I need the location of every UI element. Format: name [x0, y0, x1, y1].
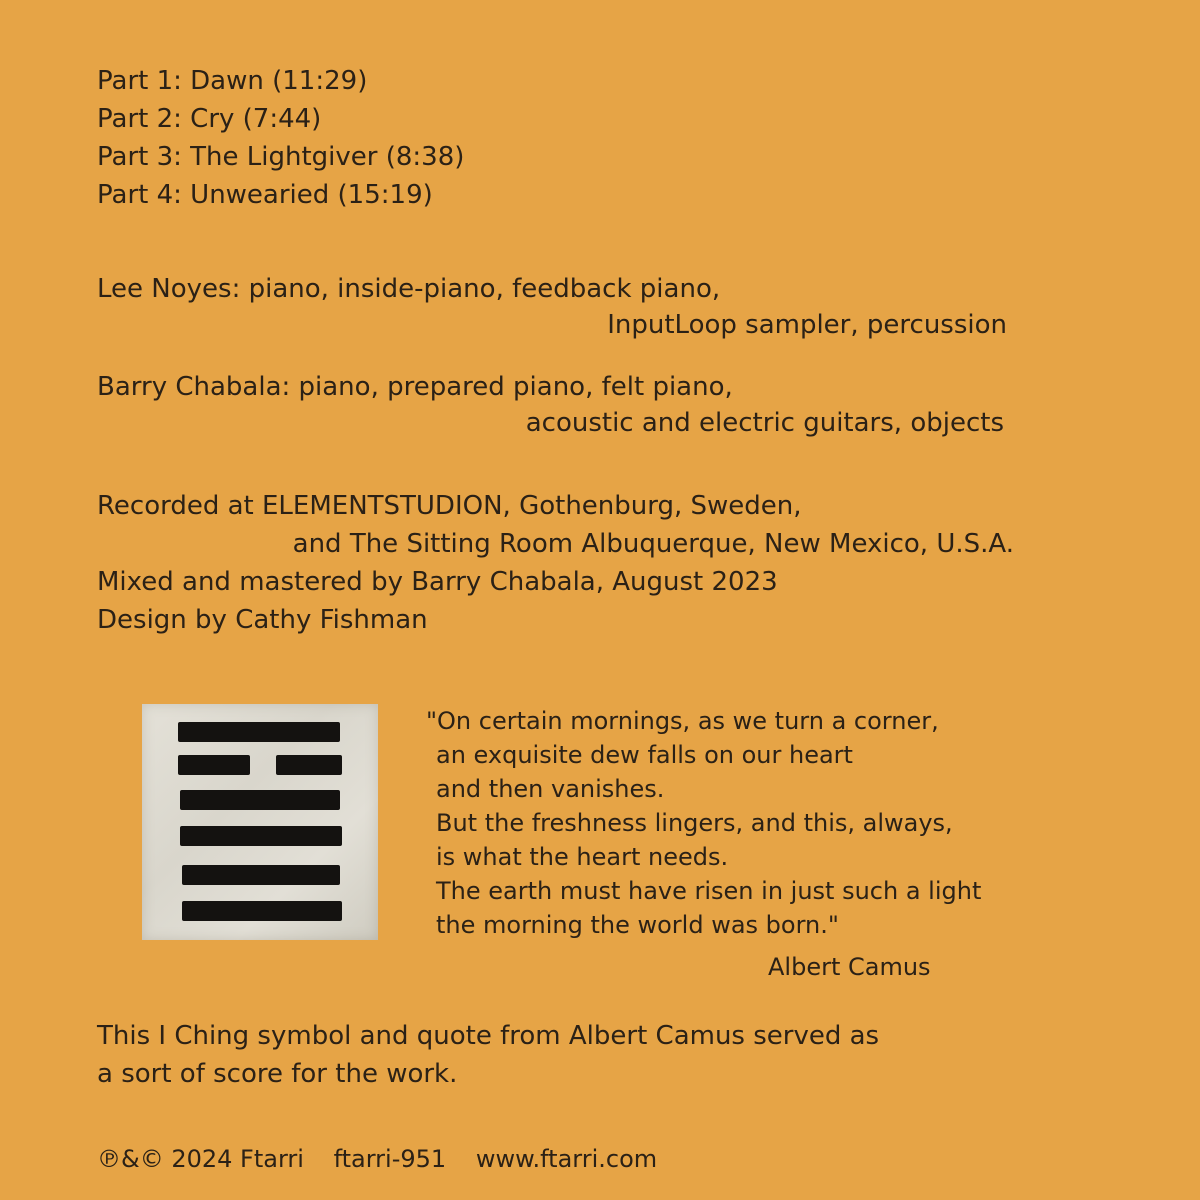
credits-recorded-line2: and The Sitting Room Albuquerque, New Mexico, U.S.A.: [292, 529, 1014, 559]
track-1: Part 1: Dawn (11:29): [97, 66, 368, 96]
credits-mixed: Mixed and mastered by Barry Chabala, August 2023: [97, 567, 778, 597]
track-2: Part 2: Cry (7:44): [97, 104, 322, 134]
quote-line-6: The earth must have risen in just such a light: [436, 877, 982, 905]
hexagram-line-broken-right: [276, 755, 342, 775]
footer-website[interactable]: www.ftarri.com: [475, 1145, 658, 1173]
personnel-lee-line1: Lee Noyes: piano, inside-piano, feedback piano,: [97, 274, 721, 304]
credits-recorded-line1: Recorded at ELEMENTSTUDION, Gothenburg, Sweden,: [97, 491, 802, 521]
quote-line-2: an exquisite dew falls on our heart: [436, 741, 853, 769]
hexagram-line-broken-left: [178, 755, 250, 775]
track-4: Part 4: Unwearied (15:19): [97, 180, 433, 210]
footer-copyright: ℗&© 2024 Ftarri: [97, 1145, 304, 1173]
footer: [97, 1145, 679, 1173]
personnel-barry-line1: Barry Chabala: piano, prepared piano, felt piano,: [97, 372, 733, 402]
hexagram-line-solid: [182, 865, 340, 885]
quote-line-3: and then vanishes.: [436, 775, 665, 803]
quote-author: Albert Camus: [768, 953, 931, 981]
hexagram-line-solid: [180, 790, 340, 810]
footer-catalog: ftarri-951: [333, 1145, 447, 1173]
quote-line-7: the morning the world was born.": [436, 911, 839, 939]
hexagram-line-solid: [180, 826, 342, 846]
personnel-lee-line2: InputLoop sampler, percussion: [607, 310, 1007, 340]
quote-line-5: is what the heart needs.: [436, 843, 729, 871]
hexagram-line-solid: [182, 901, 342, 921]
credits-design: Design by Cathy Fishman: [97, 605, 428, 635]
personnel-barry-line2: acoustic and electric guitars, objects: [525, 408, 1004, 438]
note-line-1: This I Ching symbol and quote from Albert Camus served as: [97, 1021, 880, 1051]
quote-line-1: "On certain mornings, as we turn a corner,: [426, 707, 939, 735]
note-line-2: a sort of score for the work.: [97, 1059, 458, 1089]
hexagram-line-solid: [178, 722, 340, 742]
quote-line-4: But the freshness lingers, and this, always,: [436, 809, 953, 837]
i-ching-hexagram-image: [142, 704, 378, 940]
track-3: Part 3: The Lightgiver (8:38): [97, 142, 465, 172]
